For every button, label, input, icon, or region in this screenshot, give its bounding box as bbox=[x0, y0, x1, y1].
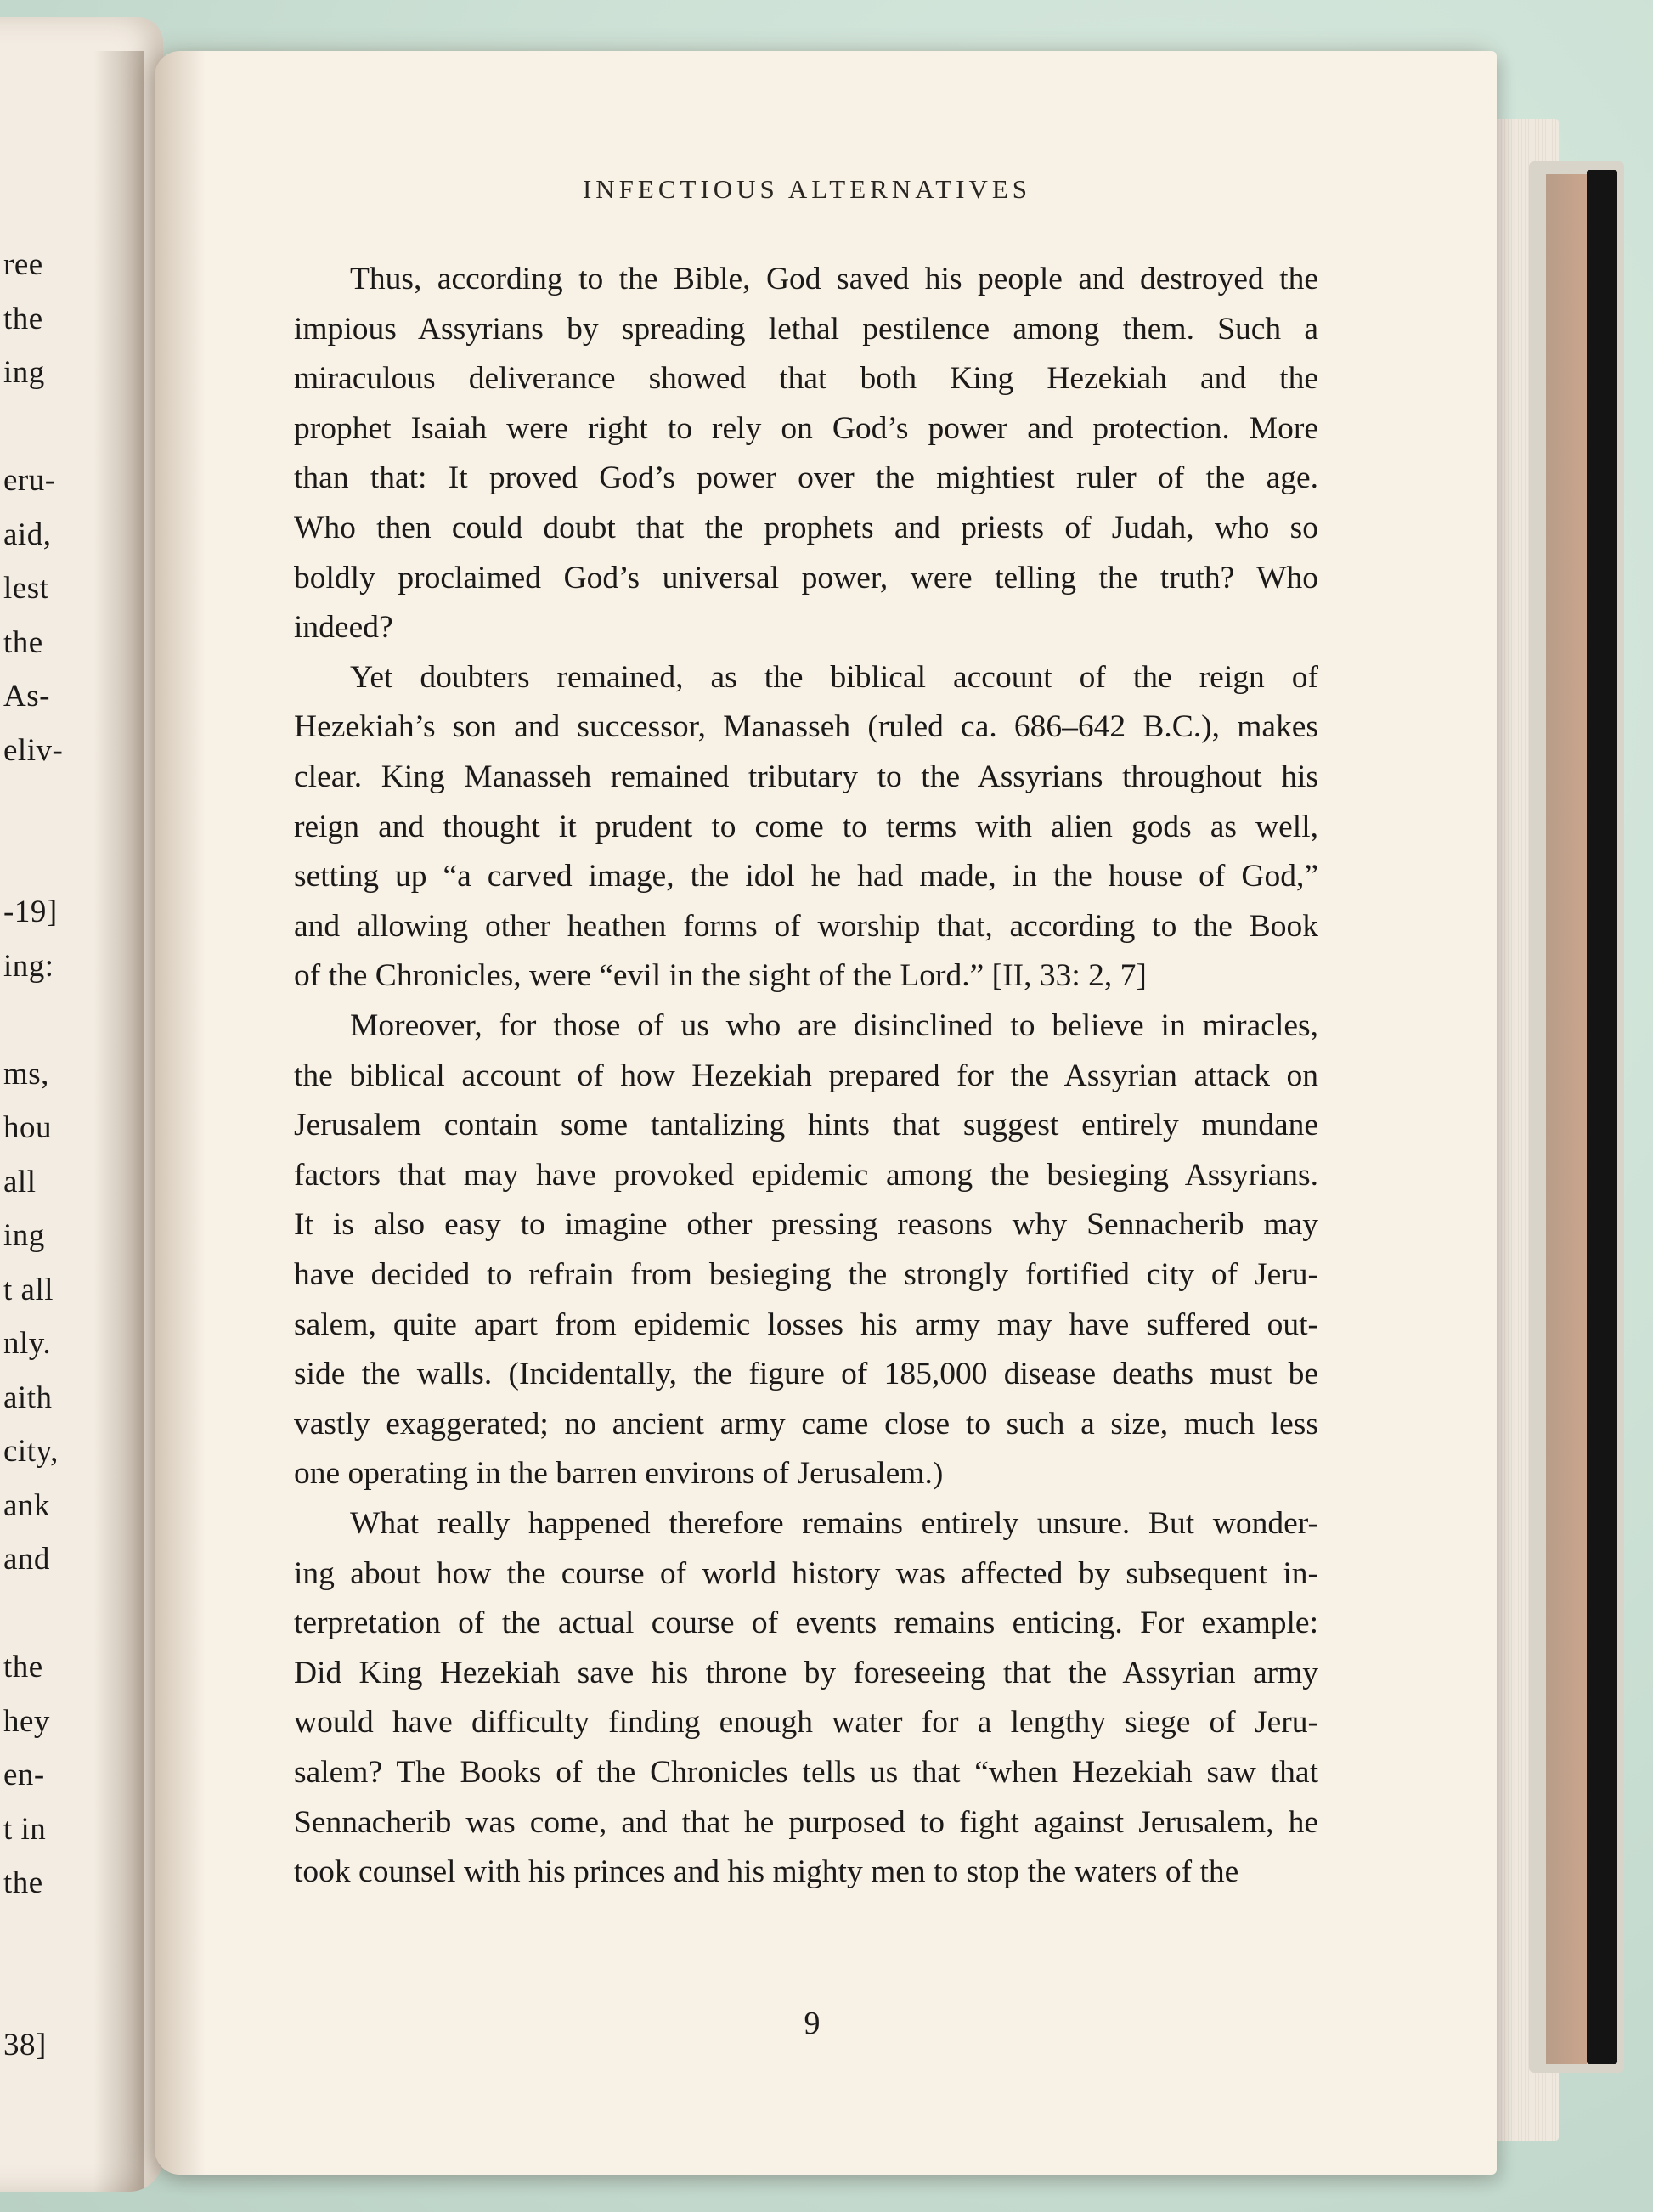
text-line: would have difficulty finding enough water for a lengthy siege of Jeru- bbox=[294, 1705, 1318, 1740]
left-page-line: nly. bbox=[3, 1326, 52, 1361]
running-head: INFECTIOUS ALTERNATIVES bbox=[582, 174, 1032, 204]
text-line: indeed? bbox=[294, 610, 393, 645]
text-line: setting up “a carved image, the idol he had made, in the house of God,” bbox=[294, 859, 1318, 894]
text-line: Did King Hezekiah save his throne by foreseeing that the Assyrian army bbox=[294, 1656, 1318, 1690]
text-line: salem? The Books of the Chronicles tells us that “when Hezekiah saw that bbox=[294, 1755, 1318, 1790]
text-line: and allowing other heathen forms of worship that, according to the Book bbox=[294, 909, 1318, 944]
text-line: It is also easy to imagine other pressing reasons why Sennacherib may bbox=[294, 1207, 1318, 1242]
left-page-line: and bbox=[3, 1542, 50, 1577]
text-line: Moreover, for those of us who are disinclined to believe in miracles, bbox=[350, 1008, 1318, 1043]
text-line: impious Assyrians by spreading lethal pestilence among them. Such a bbox=[294, 312, 1318, 347]
text-line: the biblical account of how Hezekiah prepared for the Assyrian attack on bbox=[294, 1058, 1318, 1093]
left-page-line: the bbox=[3, 625, 43, 660]
text-line: have decided to refrain from besieging the strongly fortified city of Jeru- bbox=[294, 1257, 1318, 1292]
text-line: Hezekiah’s son and successor, Manasseh (ruled ca. 686–642 B.C.), makes bbox=[294, 709, 1318, 744]
text-line: salem, quite apart from epidemic losses his army may have suffered out- bbox=[294, 1307, 1318, 1342]
text-line: Sennacherib was come, and that he purposed to fight against Jerusalem, he bbox=[294, 1805, 1318, 1840]
text-line: ing about how the course of world history was affected by subsequent in- bbox=[294, 1556, 1318, 1591]
left-page-line: ms, bbox=[3, 1057, 49, 1092]
text-line: factors that may have provoked epidemic among the besieging Assyrians. bbox=[294, 1158, 1318, 1193]
left-page-line: hou bbox=[3, 1110, 52, 1145]
page-number: 9 bbox=[804, 2006, 821, 2041]
text-line: Jerusalem contain some tantalizing hints that suggest entirely mundane bbox=[294, 1108, 1318, 1143]
right-page-gutter-shadow bbox=[155, 51, 206, 2175]
left-page-line: the bbox=[3, 1650, 43, 1684]
left-page-line: ing bbox=[3, 355, 45, 390]
left-page-line: the bbox=[3, 1865, 43, 1900]
left-page-line: 38] bbox=[3, 2028, 47, 2062]
text-line: side the walls. (Incidentally, the figure of 185,000 disease deaths must be bbox=[294, 1357, 1318, 1391]
left-page-line: aith bbox=[3, 1380, 53, 1415]
text-line: terpretation of the actual course of events remains enticing. For example: bbox=[294, 1605, 1318, 1640]
left-page-line: the bbox=[3, 302, 43, 336]
text-line: boldly proclaimed God’s universal power, were telling the truth? Who bbox=[294, 561, 1318, 595]
text-line: Yet doubters remained, as the biblical account of the reign of bbox=[350, 660, 1318, 695]
left-page-line: eru- bbox=[3, 463, 56, 498]
text-line: vastly exaggerated; no ancient army came close to such a size, much less bbox=[294, 1407, 1318, 1442]
text-line: miraculous deliverance showed that both King Hezekiah and the bbox=[294, 361, 1318, 396]
left-page-line: -19] bbox=[3, 894, 58, 929]
text-line: than that: It proved God’s power over the mightiest ruler of the age. bbox=[294, 460, 1318, 495]
left-page-line: ing: bbox=[3, 949, 54, 984]
left-page-line: t in bbox=[3, 1812, 47, 1847]
left-page-line: en- bbox=[3, 1758, 45, 1792]
left-page bbox=[0, 17, 163, 2192]
text-line: clear. King Manasseh remained tributary to the Assyrians throughout his bbox=[294, 759, 1318, 794]
text-line: Thus, according to the Bible, God saved his people and destroyed the bbox=[350, 262, 1318, 296]
left-page-line: As- bbox=[3, 679, 50, 714]
left-page-line: ank bbox=[3, 1488, 50, 1523]
text-line: one operating in the barren environs of Jerusalem.) bbox=[294, 1456, 944, 1491]
text-line: took counsel with his princes and his mighty men to stop the waters of the bbox=[294, 1854, 1239, 1889]
left-page-line: hey bbox=[3, 1704, 50, 1739]
left-page-line: lest bbox=[3, 571, 49, 606]
cover-spine-band bbox=[1587, 170, 1617, 2064]
text-line: Who then could doubt that the prophets and priests of Judah, who so bbox=[294, 511, 1318, 545]
text-line: reign and thought it prudent to come to terms with alien gods as well, bbox=[294, 810, 1318, 844]
text-line: prophet Isaiah were right to rely on God’s power and protection. More bbox=[294, 411, 1318, 446]
left-page-line: ing bbox=[3, 1218, 45, 1253]
left-page-line: all bbox=[3, 1165, 37, 1199]
left-page-gutter-shadow bbox=[93, 51, 144, 2192]
cover-inner-board bbox=[1546, 174, 1587, 2064]
text-line: of the Chronicles, were “evil in the sight of the Lord.” [II, 33: 2, 7] bbox=[294, 958, 1147, 993]
text-line: What really happened therefore remains entirely unsure. But wonder- bbox=[350, 1506, 1318, 1541]
left-page-line: eliv- bbox=[3, 733, 64, 768]
left-page-line: ree bbox=[3, 247, 43, 282]
left-page-line: city, bbox=[3, 1434, 59, 1469]
left-page-line: t all bbox=[3, 1272, 54, 1307]
left-page-line: aid, bbox=[3, 517, 52, 552]
